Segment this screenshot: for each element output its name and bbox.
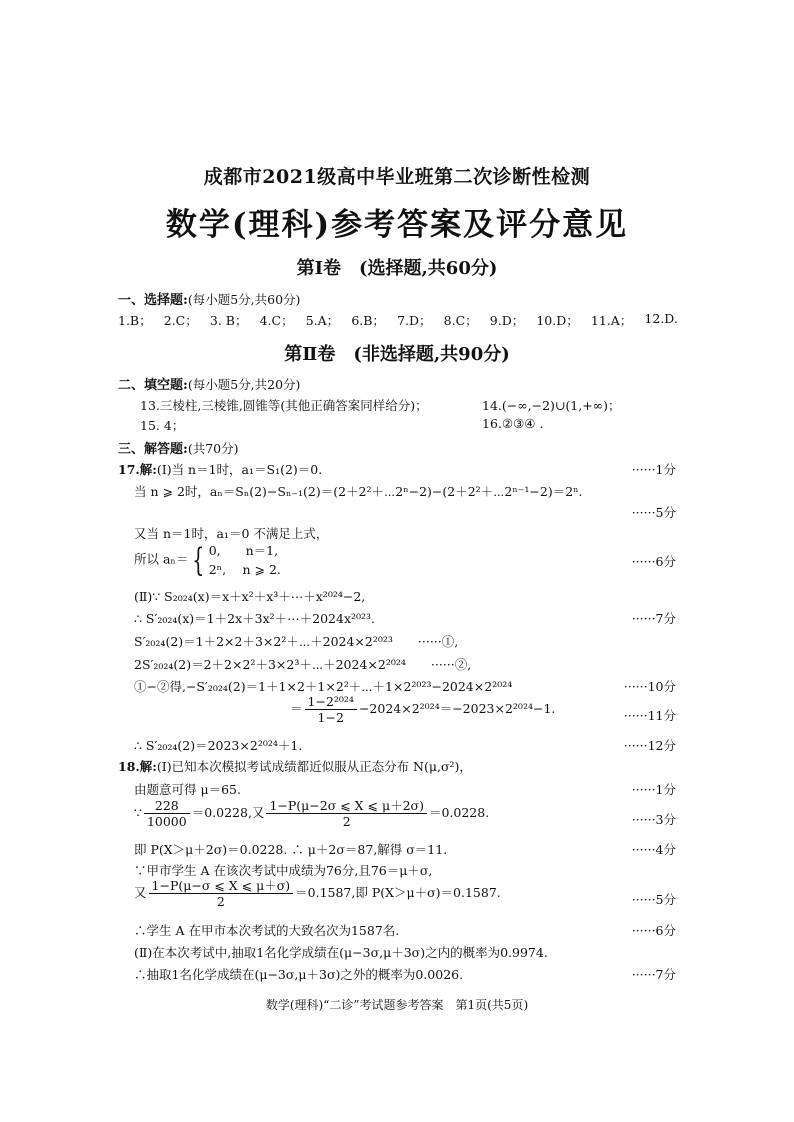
q18-line-1: 18.解:(Ⅰ)已知本次模拟考试成绩都近似服从正态分布 N(μ,σ²)， (118, 759, 472, 774)
fill-answer-15: 15. 4； (140, 418, 185, 433)
q17-line-11: ∴ S′₂₀₂₄(2)＝2023×2²⁰²⁴＋1. (134, 738, 303, 753)
section3-note: (共70分) (187, 441, 239, 456)
fill-answer-16: 16.②③④ . (482, 416, 544, 431)
q17-score-6: ······7分 (631, 611, 676, 626)
q18-score-4: ······4分 (631, 842, 676, 857)
answer-item: 3. B； (209, 313, 248, 328)
section1-note: (每小题5分,共60分) (187, 292, 301, 307)
q18-number: 18. (118, 759, 140, 774)
q17-line-7: S′₂₀₂₄(2)＝1＋2×2＋3×2²＋⋯＋2024×2²⁰²³ ······①, (134, 634, 459, 649)
q17-solve: 解: (139, 462, 157, 477)
q17-line-8: 2S′₂₀₂₄(2)＝2＋2×2²＋3×2³＋⋯＋2024×2²⁰²⁴ ······②, (134, 657, 472, 672)
page-footer: 数学(理科)“二诊”考试题参考答案 第1页(共5页) (265, 998, 529, 1012)
answer-item: 4.C； (259, 313, 294, 328)
fill-answer-13: 13.三棱柱,三棱锥,圆锥等(其他正确答案同样给分)； (140, 398, 428, 413)
answer-item: 7.D； (397, 313, 432, 328)
left-brace: { (192, 541, 205, 579)
section2-note: (每小题5分,共20分) (187, 377, 301, 392)
section3-header (118, 438, 238, 457)
answer-item: 8.C； (443, 313, 478, 328)
section3-label: 三、解答题: (118, 442, 188, 457)
q18-line-3: ∵ $\frac{228}{10000}$ ＝0.0228,又 $\frac{1-P(\mu-2\sigma ⩽ X ⩽ \mu+2\sigma)}{2}$ ＝0.0228. (134, 798, 490, 829)
q18-score-2: ······1分 (631, 782, 676, 797)
part1-heading: 第Ⅰ卷 (选择题,共60分) (296, 258, 498, 279)
fraction: $\frac{1-P(\mu-2\sigma ⩽ X ⩽ \mu+2\sigma)}{2}$ (266, 798, 427, 829)
q18-line-6: 又 $\frac{1-P(\mu-\sigma ⩽ X ⩽ \mu+\sigma)}{2}$ ＝0.1587,即 P(X＞μ＋σ)＝0.1587. (134, 878, 501, 909)
q17-score-10: ······11分 (623, 708, 676, 723)
q17-line-9: ①−②得,−S′₂₀₂₄(2)＝1＋1×2＋1×2²＋⋯＋1×2²⁰²³−2024×2²⁰²⁴ (134, 679, 513, 694)
q17-line-1: 17.解:(Ⅰ)当 n＝1时，a₁＝S₁(2)＝0. (118, 462, 323, 477)
q18-score-9: ······7分 (631, 967, 676, 982)
answer-item: 5.A； (305, 313, 340, 328)
q17-score-1: ······1分 (631, 462, 676, 477)
q18-line-4: 即 P(X＞μ＋2σ)＝0.0228. ∴ μ＋2σ＝87,解得 σ＝11. (134, 842, 448, 857)
q17-line-10: ＝ $\frac{\text{1−2²⁰²⁴}}{1-2}$ −2024×2²⁰²⁴＝−2023×2²⁰²⁴−1. (290, 694, 556, 725)
q17-piecewise: 所以 aₙ＝ { 0, n＝1, 2ⁿ, n ⩾ 2. (134, 541, 281, 579)
q18-line-8: (Ⅱ)在本次考试中,抽取1名化学成绩在(μ−3σ,μ＋3σ)之内的概率为0.9974. (134, 945, 548, 960)
q17-number: 17. (118, 462, 140, 477)
choice-answers (118, 311, 678, 329)
answer-item: 9.D； (489, 313, 525, 328)
q17-line-3: 又当 n＝1时，a₁＝0 不满足上式， (134, 526, 329, 541)
answer-item: 1.B； (118, 313, 152, 328)
exam-title: 成都市2021级高中毕业班第二次诊断性检测 (203, 166, 591, 188)
fraction: $\frac{\text{1−2²⁰²⁴}}{1-2}$ (305, 694, 357, 725)
q18-line-7: ∴学生 A 在甲市本次考试的大致名次为1587名. (134, 923, 400, 938)
section2-header (118, 374, 300, 393)
answer-item: 11.A； (590, 313, 633, 328)
answer-item: 12.D. (644, 311, 678, 326)
q17-score-2: ······5分 (631, 505, 676, 520)
document-title: 数学(理科)参考答案及评分意见 (165, 207, 629, 243)
answer-item: 10.D； (536, 313, 579, 328)
q17-line-6: ∴ S′₂₀₂₄(x)＝1＋2x＋3x²＋⋯＋2024x²⁰²³. (134, 611, 376, 626)
answer-item: 2.C； (163, 313, 198, 328)
q17-score-4: ······6分 (631, 554, 676, 569)
answer-item: 6.B； (351, 313, 385, 328)
part2-heading: 第Ⅱ卷 (非选择题,共90分) (284, 344, 510, 365)
q17-line-5: (Ⅱ)∵ S₂₀₂₄(x)＝x＋x²＋x³＋⋯＋x²⁰²⁴−2, (134, 589, 366, 604)
q18-score-7: ······6分 (631, 923, 676, 938)
q17-score-11: ······12分 (623, 738, 676, 753)
section1-header (118, 289, 300, 308)
fraction: $\frac{1-P(\mu-\sigma ⩽ X ⩽ \mu+\sigma)}{2}$ (149, 878, 294, 909)
q18-score-6: ······5分 (631, 892, 676, 907)
q18-line-5: ∵甲市学生 A 在该次考试中成绩为76分,且76＝μ＋σ, (134, 863, 433, 878)
q17-score-9: ······10分 (623, 679, 676, 694)
fill-answer-14: 14.(−∞,−2)∪(1,+∞)； (482, 398, 621, 413)
section1-label: 一、选择题: (118, 293, 188, 308)
q18-line-2: 由题意可得 μ＝65. (134, 782, 241, 797)
fraction: $\frac{228}{10000}$ (144, 798, 190, 829)
section2-label: 二、填空题: (118, 378, 188, 393)
q18-score-3: ······3分 (631, 812, 676, 827)
q17-line-2: 当 n ⩾ 2时，aₙ＝Sₙ(2)−Sₙ₋₁(2)＝(2＋2²＋⋯2ⁿ−2)−(2＋2²＋⋯2ⁿ⁻¹−2)＝2ⁿ. (134, 484, 583, 499)
q18-line-9: ∴抽取1名化学成绩在(μ−3σ,μ＋3σ)之外的概率为0.0026. (134, 967, 464, 982)
q18-solve: 解: (139, 759, 157, 774)
